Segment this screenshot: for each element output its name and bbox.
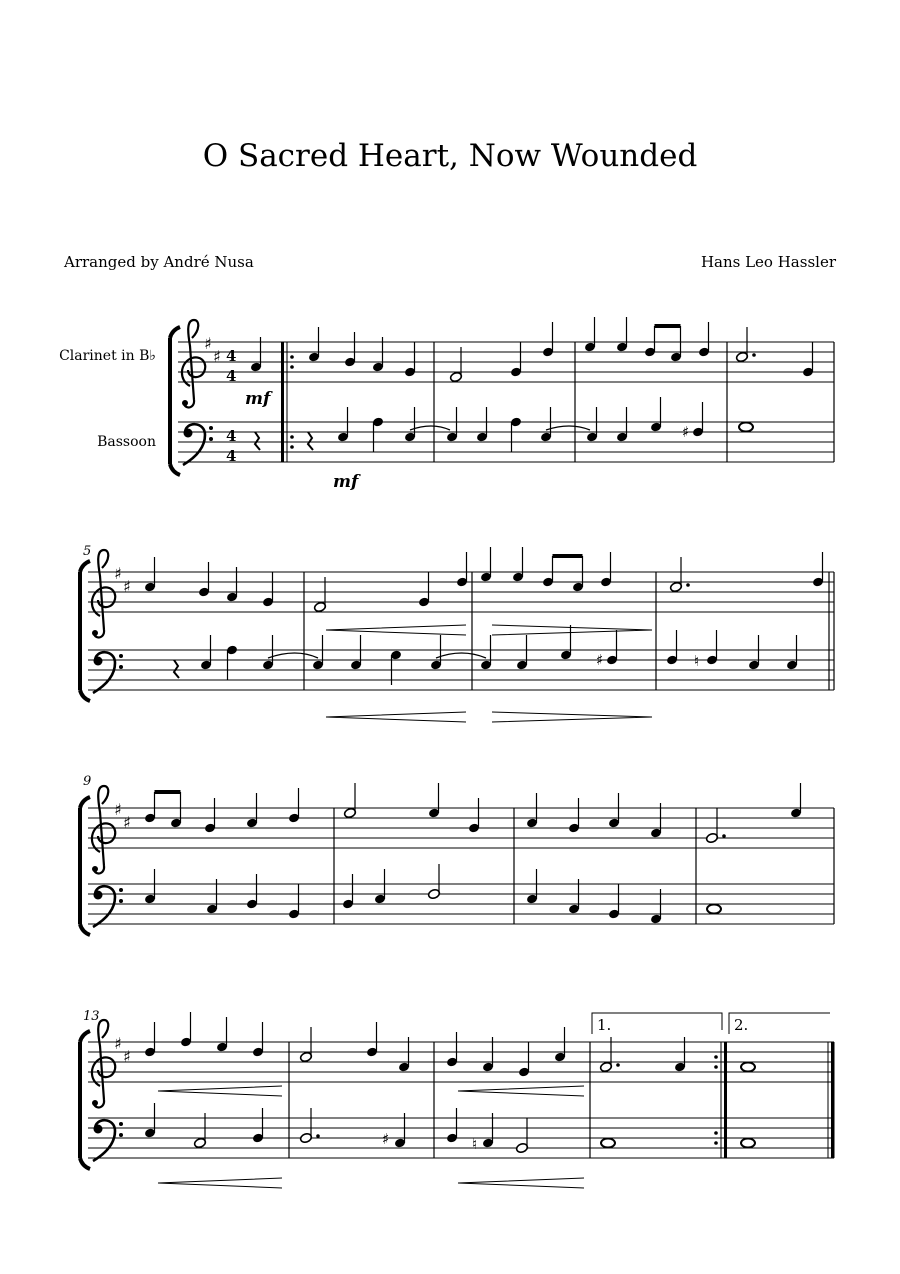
time-signature-top: 4 — [226, 427, 237, 445]
measure-12-bassoon — [707, 905, 721, 914]
sharp-icon: ♯ — [114, 800, 122, 819]
repeat-barline — [281, 342, 284, 462]
measure-number-5: 5 — [83, 544, 92, 559]
measure-10-bassoon — [342, 864, 441, 909]
time-signature-bottom: 4 — [226, 367, 237, 385]
crescendo-hairpin — [326, 712, 466, 722]
svg-text:♯: ♯ — [682, 423, 690, 441]
crescendo-hairpin — [458, 1086, 584, 1096]
bassoon-staff — [88, 650, 834, 690]
system-1 — [170, 317, 834, 492]
bass-clef-icon — [93, 1120, 123, 1161]
volta-2-label: 2. — [734, 1016, 749, 1034]
measure-3-clarinet — [584, 317, 710, 362]
sharp-icon: ♯ — [114, 564, 122, 583]
instrument-label-bassoon: Bassoon — [97, 434, 156, 450]
sharp-icon: ♯ — [123, 813, 131, 832]
measure-4-bassoon — [739, 423, 753, 432]
sharp-icon: ♯ — [123, 1047, 131, 1066]
rest-icon — [255, 432, 260, 450]
clarinet-staff — [88, 1042, 834, 1082]
sharp-icon: ♯ — [204, 334, 212, 353]
instrument-label-clarinet: Clarinet in B♭ — [59, 348, 156, 364]
measure-13-bassoon — [144, 1103, 264, 1149]
volta-1-label: 1. — [597, 1016, 612, 1034]
measure-17-clarinet — [741, 1063, 755, 1072]
dynamic-mf: mf — [333, 472, 359, 492]
measure-16-bassoon — [601, 1139, 615, 1148]
measure-7-clarinet — [480, 547, 612, 592]
measure-9-clarinet — [144, 788, 300, 833]
crescendo-hairpin — [158, 1086, 282, 1096]
sharp-icon: ♯ — [123, 577, 131, 596]
composer-credit: Hans Leo Hassler — [700, 253, 836, 271]
arranger-credit: Arranged by André Nusa — [64, 253, 254, 271]
measure-number-9: 9 — [83, 774, 92, 789]
score-title: O Sacred Heart, Now Wounded — [202, 138, 698, 174]
dynamic-mf: mf — [245, 389, 271, 409]
clarinet-staff — [178, 342, 834, 382]
treble-clef-icon — [92, 1020, 115, 1107]
svg-text:♮: ♮ — [472, 1135, 478, 1153]
sharp-icon: ♯ — [213, 347, 221, 366]
time-signature-bottom: 4 — [226, 447, 237, 465]
measure-2-bassoon — [446, 407, 590, 452]
svg-text:♯: ♯ — [382, 1130, 390, 1148]
bass-clef-icon — [183, 424, 213, 465]
svg-text:♮: ♮ — [694, 652, 700, 670]
sharp-icon: ♯ — [114, 1034, 122, 1053]
treble-clef-icon — [182, 320, 205, 407]
bassoon-staff — [88, 884, 834, 924]
measure-13-clarinet — [144, 1012, 264, 1057]
svg-text:♯: ♯ — [596, 651, 604, 669]
bassoon-staff — [88, 1118, 834, 1158]
crescendo-hairpin — [326, 625, 466, 635]
measure-number-13: 13 — [83, 1009, 100, 1024]
first-ending-bracket — [592, 1013, 722, 1034]
treble-clef-icon — [92, 550, 115, 637]
measure-15-bassoon — [446, 1108, 529, 1154]
treble-clef-icon — [92, 786, 115, 873]
bass-clef-icon — [93, 652, 123, 693]
system-2 — [80, 547, 834, 722]
decrescendo-hairpin — [492, 625, 652, 635]
bassoon-staff — [178, 422, 834, 462]
measure-17-bassoon — [741, 1139, 755, 1148]
clarinet-staff — [88, 808, 834, 848]
system-4 — [80, 1012, 835, 1188]
system-bracket — [170, 327, 180, 475]
measure-3-bassoon — [586, 397, 704, 442]
crescendo-hairpin — [158, 1178, 282, 1188]
measure-11-bassoon — [526, 869, 662, 924]
measure-11-clarinet — [526, 793, 662, 838]
system-3 — [80, 783, 834, 935]
measure-12-clarinet — [705, 783, 802, 844]
bass-clef-icon — [93, 886, 123, 927]
measure-1-bassoon — [308, 407, 450, 452]
measure-14-clarinet — [299, 1022, 410, 1072]
decrescendo-hairpin — [492, 712, 652, 722]
crescendo-hairpin — [458, 1178, 584, 1188]
measure-5-bassoon — [174, 635, 318, 680]
time-signature-top: 4 — [226, 347, 237, 365]
